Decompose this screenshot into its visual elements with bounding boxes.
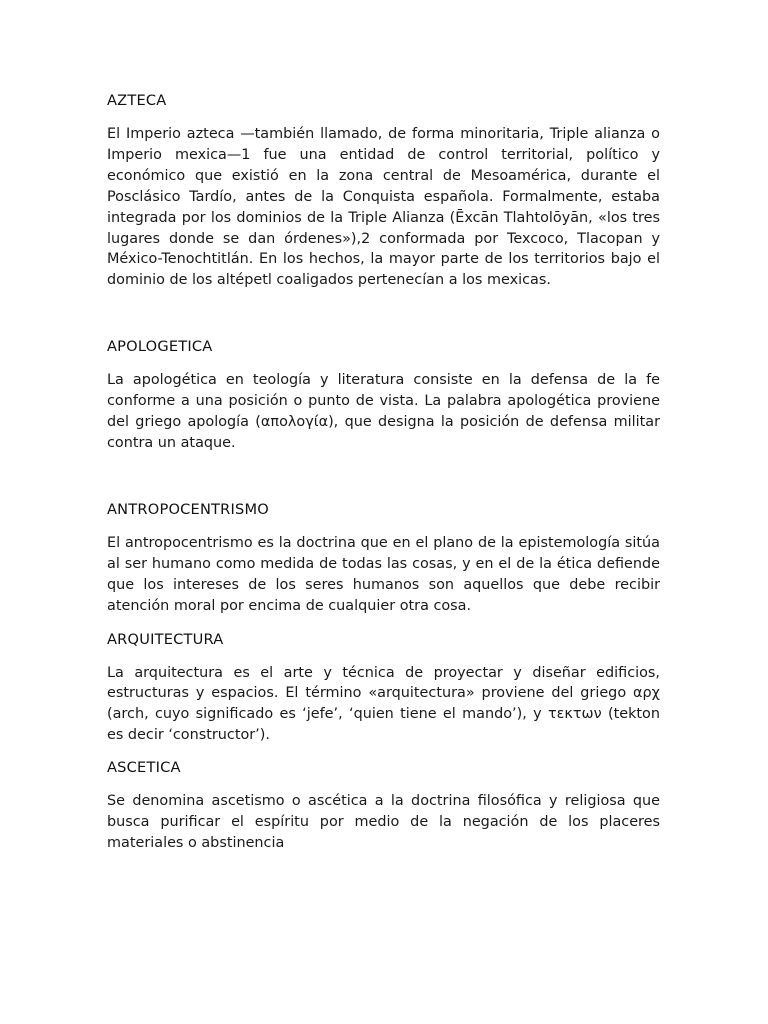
section-apologetica [107, 337, 660, 454]
section-body: La arquitectura es el arte y técnica de proyectar y diseñar edificios, estructuras y espacios. El término «arquitectura» proviene del griego αρχ (arch, cuyo significado es ‘jefe’, ‘quien tiene el mando’), y τεκτων (tekton es decir ‘constructor’). [107, 664, 660, 744]
document-content [107, 91, 660, 854]
section-body: La apologética en teología y literatura consiste en la defensa de la fe conforme a una posición o punto de vista. La palabra apologética proviene del griego apología (απολογία), que designa la posición de defensa militar contra un ataque. [107, 372, 660, 451]
section-heading: ASCETICA [107, 759, 181, 777]
section-heading: ANTROPOCENTRISMO [107, 500, 269, 518]
section-arquitectura [107, 630, 660, 747]
section-body: Se denomina ascetismo o ascética a la doctrina filosófica y religiosa que busca purificar el espíritu por medio de la negación de los placeres materiales o abstinencia [107, 793, 660, 851]
section-body: El antropocentrismo es la doctrina que en el plano de la epistemología sitúa al ser humano como medida de todas las cosas, y en el de la ética defiende que los intereses de los seres humanos son aquellos que debe recibir atención moral por encima de cualquier otra cosa. [107, 534, 660, 614]
section-antropocentrismo [107, 500, 660, 617]
section-heading: AZTECA [107, 92, 167, 109]
section-body: El Imperio azteca —también llamado, de forma minoritaria, Triple alianza o Imperio mexica—1 fue una entidad de control territorial, político y económico que existió en la zona central de Mesoamérica, durante el Posclásico Tardío, antes de la Conquista española. Formalmente, estaba integrada por los dominios de la Triple Alianza (Ēxcān Tlahtolōyān, «los tres lugares donde se dan órdenes»),2 conformada por Texcoco, Tlacopan y México-Tenochtitlán. En los hechos, la mayor parte de los territorios bajo el dominio de los altépetl coaligados pertenecían a los mexicas. [107, 126, 660, 289]
section-heading: ARQUITECTURA [107, 630, 224, 648]
section-ascetica [107, 758, 660, 854]
section-azteca [107, 91, 660, 291]
section-heading: APOLOGETICA [107, 338, 213, 356]
